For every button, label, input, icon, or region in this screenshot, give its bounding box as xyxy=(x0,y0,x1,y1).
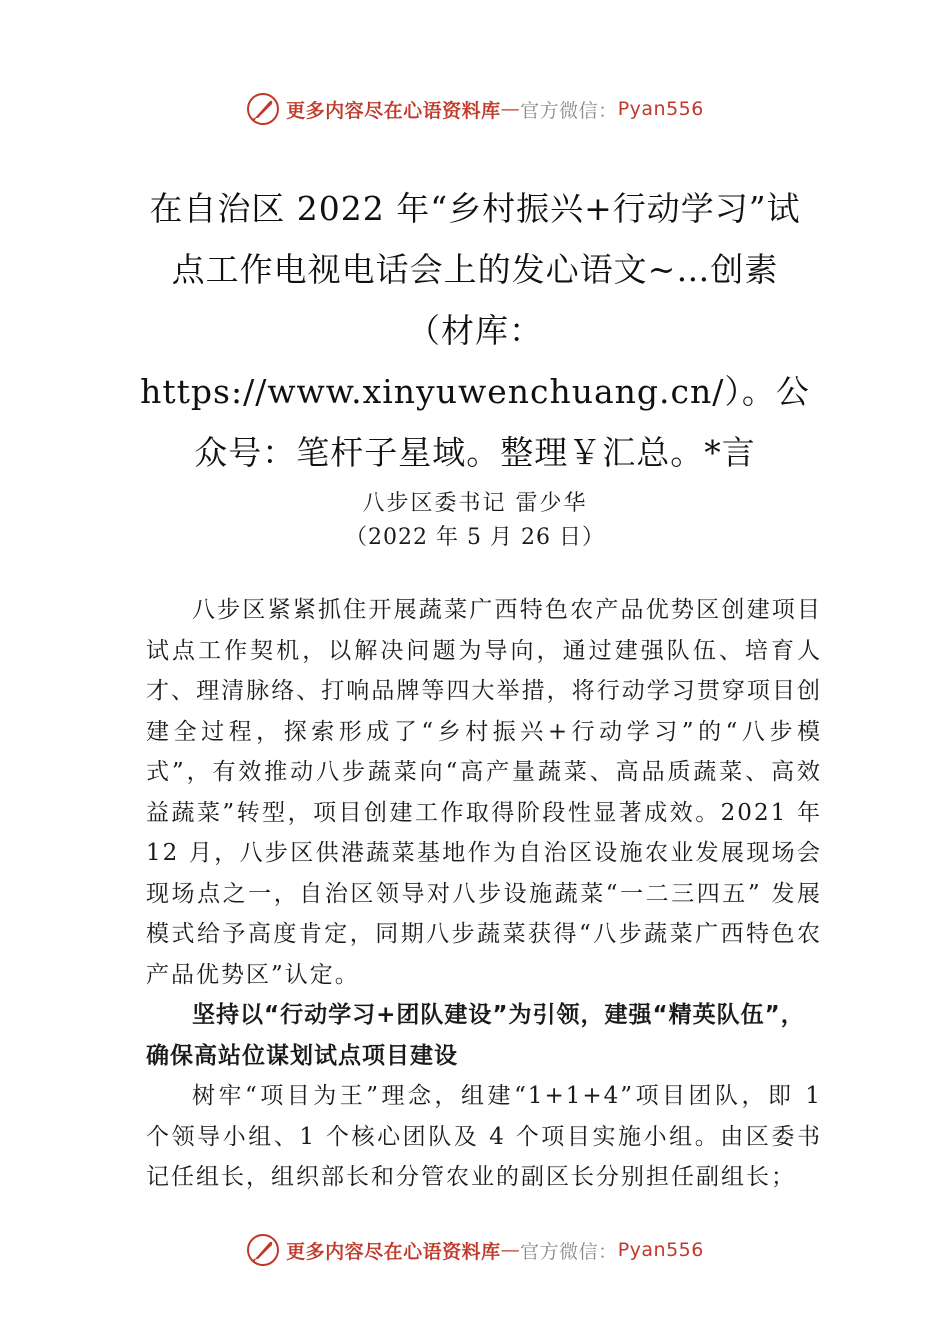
watermark-label: 官方微信： xyxy=(520,99,618,122)
body-paragraph: 八步区紧紧抓住开展蔬菜广西特色农产品优势区创建项目试点工作契机，以解决问题为导向，通过建强队伍、培育人才、理清脉络、打响品牌等四大举措，将行动学习贯穿项目创建全过程，探索形成了“乡村振兴+行动学习”的“八步模式”，有效推动八步蔬菜向“高产量蔬菜、高品质蔬菜、高效益蔬菜”转型，项目创建工作取得阶段性显著成效。2021 年 12 月，八步区供港蔬菜基地作为自治区设施农业发展现场会现场点之一，自治区领导对八步设施蔬菜“一二三四五” 发展模式给予高度肯定，同期八步蔬菜获得“八步蔬菜广西特色农产品优势区”认定。 xyxy=(146,597,822,988)
document-date: （2022 年 5 月 26 日） xyxy=(345,525,605,550)
watermark-label: 官方微信： xyxy=(520,1240,618,1263)
document-title: 在自治区 2022 年“乡村振兴+行动学习”试点工作电视电话会上的发心语文~…创素（材库：https://www.xinyuwenchuang.cn/）。公众号：笔杆子星域。整理￥汇总。*言 xyxy=(140,189,810,472)
watermark-account: Pyan556 xyxy=(617,1239,704,1261)
watermark-prefix: 更多内容尽在心语资料库 xyxy=(286,99,501,122)
section-heading-line2: 确保高站位谋划试点项目建设 xyxy=(146,1042,458,1069)
watermark-banner-top xyxy=(0,92,950,126)
watermark-prefix: 更多内容尽在心语资料库 xyxy=(286,1240,501,1263)
body-paragraph: 树牢“项目为王”理念，组建“1+1+4”项目团队，即 1 个领导小组、1 个核心团队及 4 个项目实施小组。由区委书记任组长，组织部长和分管农业的副区长分别担任副组长； xyxy=(146,1083,822,1190)
watermark-banner-bottom xyxy=(0,1233,950,1267)
document-author: 八步区委书记 雷少华 xyxy=(362,491,588,516)
watermark-account: Pyan556 xyxy=(617,98,704,120)
feather-pen-logo-icon xyxy=(246,92,280,126)
watermark-dash: — xyxy=(500,1239,521,1261)
watermark-dash: — xyxy=(500,98,521,120)
feather-pen-logo-icon xyxy=(246,1233,280,1267)
section-heading xyxy=(146,995,822,1076)
document-body xyxy=(146,590,822,1198)
section-heading-line1: 坚持以“行动学习+团队建设”为引领，建强“精英队伍”， xyxy=(192,1002,805,1028)
